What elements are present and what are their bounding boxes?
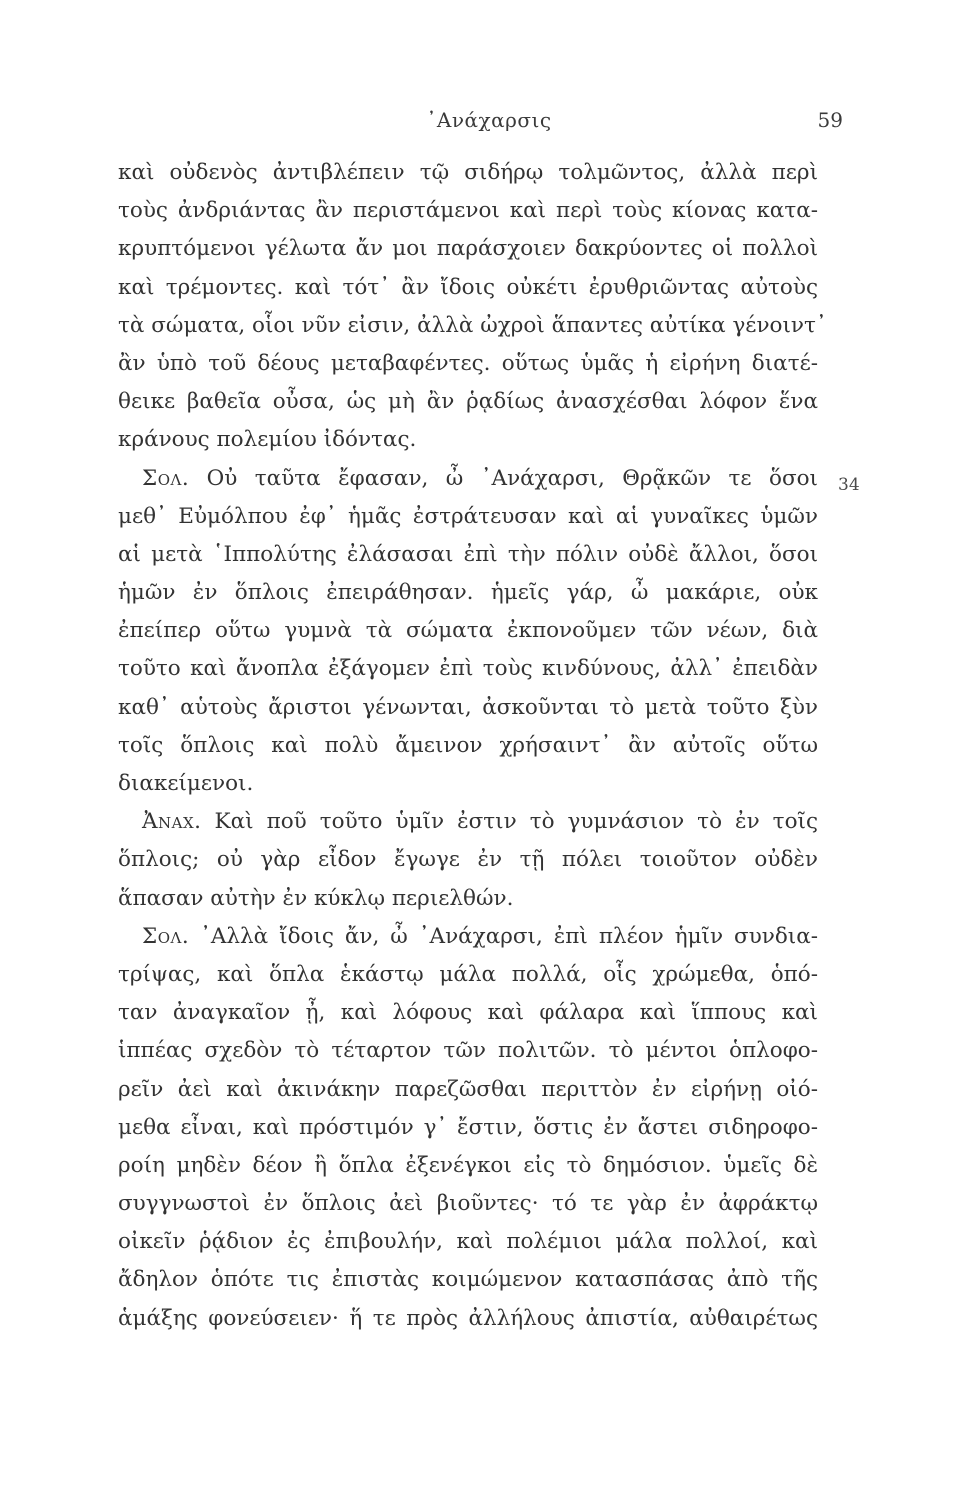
- text-line: μεθ᾽ Εὐμόλπου ἐφ᾽ ἡμᾶς ἐστράτευσαν καὶ αἱ γυναῖκες ὑμῶν: [118, 503, 818, 529]
- margin-section-number: 34: [838, 475, 860, 495]
- text-line: ἄδηλον ὁπότε τις ἐπιστὰς κοιμώμενον κατασπάσας ἀπὸ τῆς: [118, 1267, 818, 1293]
- text-line: ταν ἀναγκαῖον ᾖ, καὶ λόφους καὶ φάλαρα καὶ ἵππους καὶ: [118, 1000, 818, 1026]
- text-line: ἱππέας σχεδὸν τὸ τέταρτον τῶν πολιτῶν. τὸ μέντοι ὁπλοφο-: [118, 1038, 818, 1064]
- text-line: οἰκεῖν ῥᾴδιον ἐς ἐπιβουλήν, καὶ πολέμιοι μάλα πολλοί, καὶ: [118, 1229, 818, 1255]
- text-line: κρυπτόμενοι γέλωτα ἄν μοι παράσχοιεν δακρύοντες οἱ πολλοὶ: [118, 236, 818, 262]
- text-line: καὶ οὐδενὸς ἀντιβλέπειν τῷ σιδήρῳ τολμῶντος, ἀλλὰ περὶ: [118, 160, 818, 185]
- text-line: τρίψας, καὶ ὅπλα ἑκάστῳ μάλα πολλά, οἷς χρώμεθα, ὁπό-: [118, 961, 818, 987]
- text-line: θεικε βαθεῖα οὖσα, ὡς μὴ ἂν ῥᾳδίως ἀνασχέσθαι λόφον ἕνα: [118, 389, 818, 415]
- text-line: τοῖς ὅπλοις καὶ πολὺ ἄμεινον χρήσαιντ᾽ ἂν αὐτοῖς οὕτω: [118, 732, 818, 758]
- speech-line: [118, 803, 818, 841]
- text-line: ὅπλοις; οὐ γὰρ εἶδον ἔγωγε ἐν τῇ πόλει τοιοῦτον οὐδὲν: [118, 847, 818, 873]
- text-line: διακείμενοι.: [118, 771, 254, 796]
- text-line: Οὐ ταῦτα ἔφασαν, ὦ ᾿Ανάχαρσι, Θρᾷκῶν τε ὅσοι: [206, 465, 818, 491]
- speaker-label-solon: Σολ.: [142, 465, 190, 491]
- text-line: αἱ μετὰ ῾Ιππολύτης ἐλάσασαι ἐπὶ τὴν πόλιν οὐδὲ ἄλλοι, ὅσοι: [118, 541, 818, 567]
- page-number: 59: [817, 108, 843, 132]
- text-line: ᾿Αλλὰ ἴδοις ἄν, ὦ ᾿Ανάχαρσι, ἐπὶ πλέον ἡμῖν συνδια-: [200, 923, 818, 949]
- speaker-label-anacharsis: Ἀναχ.: [142, 809, 202, 835]
- text-line: τοῦτο καὶ ἄνοπλα ἐξάγομεν ἐπὶ τοὺς κινδύνους, ἀλλ᾽ ἐπειδὰν: [118, 656, 818, 682]
- speaker-label-solon: Σολ.: [142, 923, 190, 949]
- text-line: καὶ τρέμοντες. καὶ τότ᾽ ἂν ἴδοις οὐκέτι ἐρυθριῶντας αὐτοὺς: [118, 274, 818, 300]
- text-line: Καὶ ποῦ τοῦτο ὑμῖν ἐστιν τὸ γυμνάσιον τὸ ἐν τοῖς: [214, 809, 818, 835]
- text-line: ἐπείπερ οὕτω γυμνὰ τὰ σώματα ἐκπονοῦμεν τῶν νέων, διὰ: [118, 618, 818, 644]
- text-block: [118, 154, 827, 1338]
- speech-line: [118, 460, 818, 498]
- text-line: κράνους πολεμίου ἰδόντας.: [118, 427, 417, 453]
- text-line: μεθα εἶναι, καὶ πρόστιμόν γ᾽ ἔστιν, ὅστις ἐν ἄστει σιδηροφο-: [118, 1114, 818, 1140]
- text-line: ἅπασαν αὐτὴν ἐν κύκλῳ περιελθών.: [118, 885, 514, 911]
- running-head: [0, 108, 978, 142]
- text-line: τὰ σώματα, οἷοι νῦν εἰσιν, ἀλλὰ ὠχροὶ ἅπαντες αὐτίκα γένοιντ᾽: [118, 312, 827, 338]
- text-line: συγγνωστοὶ ἐν ὅπλοις ἀεὶ βιοῦντες· τό τε γὰρ ἐν ἀφράκτῳ: [118, 1191, 818, 1217]
- running-title: ᾿Ανάχαρσις: [426, 108, 552, 132]
- speech-line: [118, 918, 818, 956]
- text-line: ἂν ὑπὸ τοῦ δέους μεταβαφέντες. οὕτως ὑμᾶς ἡ εἰρήνη διατέ-: [118, 350, 818, 376]
- text-line: ἁμάξης φονεύσειεν· ἥ τε πρὸς ἀλλήλους ἀπιστία, αὐθαιρέτως: [118, 1305, 818, 1331]
- text-line: ρεῖν ἀεὶ καὶ ἀκινάκην παρεζῶσθαι περιττὸν ἐν εἰρήνῃ οἰό-: [118, 1076, 818, 1102]
- text-line: καθ᾽ αὑτοὺς ἄριστοι γένωνται, ἀσκοῦνται τὸ μετὰ τοῦτο ξὺν: [118, 694, 818, 720]
- text-line: τοὺς ἀνδριάντας ἂν περιστάμενοι καὶ περὶ τοὺς κίονας κατα-: [118, 198, 818, 224]
- text-line: ροίη μηδὲν δέον ἢ ὅπλα ἐξενέγκοι εἰς τὸ δημόσιον. ὑμεῖς δὲ: [118, 1152, 818, 1178]
- text-line: ἡμῶν ἐν ὅπλοις ἐπειράθησαν. ἡμεῖς γάρ, ὦ μακάριε, οὐκ: [118, 580, 818, 606]
